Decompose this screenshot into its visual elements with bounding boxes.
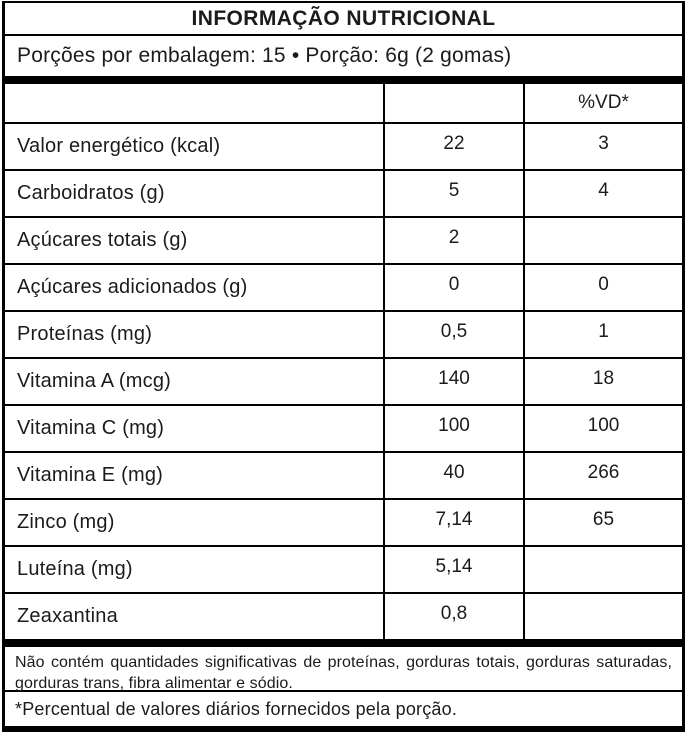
nutrient-label: Vitamina C (mg) (17, 417, 165, 439)
nutrient-amount: 40 (383, 453, 523, 498)
header-amount (383, 84, 523, 122)
table-row (5, 124, 682, 171)
dv-footnote: *Percentual de valores diários fornecidos pela porção. (15, 698, 458, 719)
nutrient-dv: 0 (523, 265, 682, 310)
nutrient-label: Zinco (mg) (17, 511, 115, 533)
nutrient-amount: 0,5 (383, 312, 523, 357)
table-row (5, 265, 682, 312)
nutrient-amount: 5 (383, 171, 523, 216)
nutrient-amount: 5,14 (383, 547, 523, 592)
nutrient-dv (523, 594, 682, 639)
nutrient-dv: 266 (523, 453, 682, 498)
nutrient-amount: 2 (383, 218, 523, 263)
nutrient-label: Proteínas (mg) (17, 323, 153, 345)
nutrient-dv: 3 (523, 124, 682, 169)
nutrient-label: Luteína (mg) (17, 558, 133, 580)
table-row (5, 547, 682, 594)
table-row (5, 594, 682, 647)
nutrient-label: Açúcares totais (g) (17, 229, 188, 251)
nutrient-dv (523, 547, 682, 592)
nutrient-dv: 18 (523, 359, 682, 404)
nutrient-dv: 4 (523, 171, 682, 216)
table-title: INFORMAÇÃO NUTRICIONAL (5, 3, 682, 36)
nutrient-amount: 7,14 (383, 500, 523, 545)
table-row (5, 312, 682, 359)
nutrient-amount: 0,8 (383, 594, 523, 639)
nutrient-label: Carboidratos (g) (17, 182, 165, 204)
nutrient-label: Valor energético (kcal) (17, 135, 221, 157)
nutrient-label: Zeaxantina (17, 605, 118, 627)
nutrient-label: Vitamina E (mg) (17, 464, 164, 486)
table-row (5, 453, 682, 500)
header-nutrient (5, 84, 383, 122)
table-row (5, 500, 682, 547)
nutrition-facts-table (2, 1, 685, 732)
nutrient-dv: 100 (523, 406, 682, 451)
table-row (5, 171, 682, 218)
nutrient-dv: 65 (523, 500, 682, 545)
table-row (5, 359, 682, 406)
nutrient-label: Açúcares adicionados (g) (17, 276, 248, 298)
nutrient-dv: 1 (523, 312, 682, 357)
header-row (5, 84, 682, 124)
serving-info: Porções por embalagem: 15 • Porção: 6g (2 gomas) (5, 36, 682, 84)
nutrient-amount: 22 (383, 124, 523, 169)
nutrient-amount: 0 (383, 265, 523, 310)
nutrient-dv (523, 218, 682, 263)
table-row (5, 406, 682, 453)
table-row (5, 218, 682, 265)
nutrient-label: Vitamina A (mcg) (17, 370, 172, 392)
nutrient-amount: 140 (383, 359, 523, 404)
nutrient-amount: 100 (383, 406, 523, 451)
header-dv: %VD* (523, 84, 682, 122)
no-significant-amounts-note: Não contém quantidades significativas de proteínas, gorduras totais, gorduras saturadas, gorduras trans, fibra alimentar e sódio. (5, 647, 682, 692)
